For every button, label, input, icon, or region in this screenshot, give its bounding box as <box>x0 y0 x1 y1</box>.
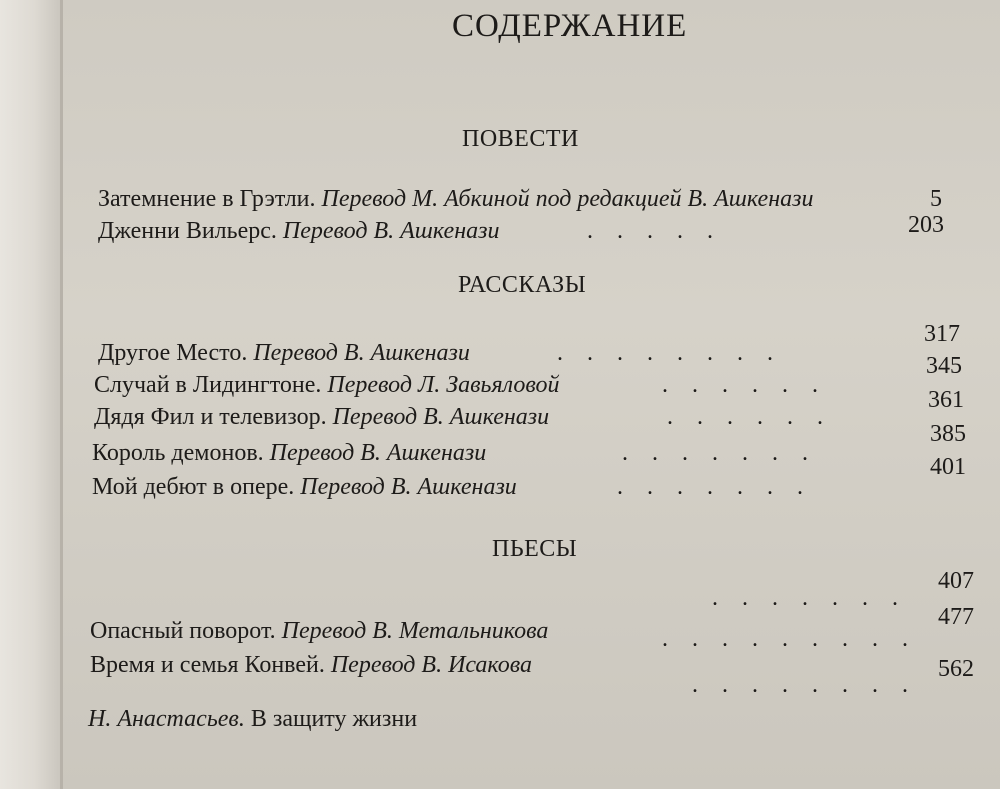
translator: Перевод В. Ашкенази <box>269 440 487 466</box>
leader-dots: ......... <box>662 626 932 652</box>
translator: Перевод В. Ашкенази <box>332 404 550 430</box>
translator: Перевод В. Ашкенази <box>282 218 500 244</box>
page-number: 477 <box>938 604 974 630</box>
leader-dots: ....... <box>617 474 827 500</box>
toc-entry <box>98 186 813 213</box>
toc-entry <box>98 340 470 367</box>
section-heading-novellas: ПОВЕСТИ <box>462 126 579 152</box>
leader-dots: ....... <box>622 440 832 466</box>
work-title: Затемнение в Грэтли. <box>98 186 316 212</box>
work-title: Мой дебют в опере. <box>92 474 295 500</box>
section-heading-plays: ПЬЕСЫ <box>492 536 578 562</box>
work-title: Король демонов. <box>92 440 264 466</box>
work-title: Случай в Лидингтоне. <box>94 372 322 398</box>
leader-dots: ....... <box>712 585 922 611</box>
work-title: Дядя Фил и телевизор. <box>94 404 327 430</box>
contents-page <box>62 0 1000 789</box>
leader-dots: ...... <box>667 404 847 430</box>
page-number: 562 <box>938 656 974 682</box>
work-title: Время и семья Конвей. <box>90 652 325 678</box>
translator: Перевод В. Ашкенази <box>300 474 517 500</box>
book-spine-margin <box>0 0 62 789</box>
toc-entry <box>94 404 549 431</box>
translator: Перевод Л. Завьяловой <box>327 372 560 398</box>
toc-entry <box>92 474 517 501</box>
translator: Перевод М. Абкиной под редакцией В. Ашкенази <box>321 186 814 212</box>
translator: Перевод В. Ашкенази <box>253 340 470 366</box>
page-number: 317 <box>924 321 960 347</box>
leader-dots: ..... <box>587 218 737 244</box>
page-number: 5 <box>930 186 942 212</box>
afterword-entry <box>88 706 417 733</box>
toc-entry <box>94 372 559 399</box>
translator: Перевод В. Метальникова <box>281 618 549 644</box>
leader-dots: ........ <box>692 672 932 698</box>
page-number: 401 <box>930 454 966 480</box>
translator: Перевод В. Исакова <box>330 652 532 678</box>
work-title: Дженни Вильерс. <box>98 218 277 244</box>
afterword-author: Н. Анастасьев. <box>88 706 245 732</box>
leader-dots: ........ <box>557 340 797 366</box>
toc-entry <box>90 652 532 679</box>
toc-entry <box>90 618 548 645</box>
toc-entry <box>92 440 486 467</box>
page-number: 361 <box>928 387 964 413</box>
section-heading-stories: РАССКАЗЫ <box>458 272 587 298</box>
page-number: 203 <box>908 212 944 238</box>
page-number: 345 <box>926 353 962 379</box>
leader-dots: ...... <box>662 372 842 398</box>
toc-entry <box>98 218 499 245</box>
afterword-title: В защиту жизни <box>250 706 418 732</box>
work-title: Другое Место. <box>98 340 248 366</box>
page-number: 407 <box>938 568 974 594</box>
work-title: Опасный поворот. <box>90 618 276 644</box>
page-title: СОДЕРЖАНИЕ <box>452 8 688 44</box>
page-number: 385 <box>930 421 966 447</box>
